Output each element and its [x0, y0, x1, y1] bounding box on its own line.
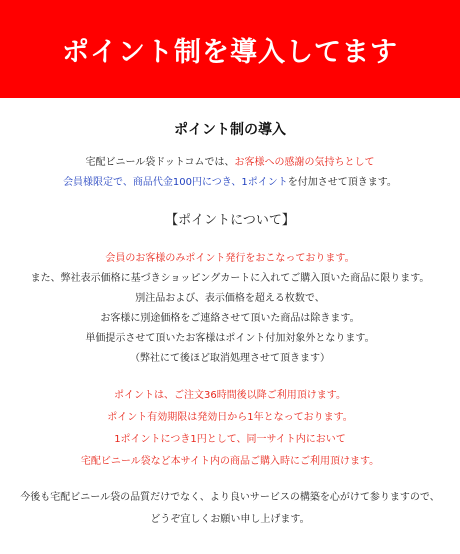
- about-line: お客様に別途価格をご連絡させて頂いた商品は除きます。: [100, 313, 360, 324]
- intro-line-1-prefix: 宅配ビニール袋ドットコムでは、: [85, 157, 235, 168]
- intro-line-2-suffix: を付加させて頂きます。: [287, 177, 397, 188]
- intro-line-1-highlight: お客様への感謝の気持ちとして: [234, 157, 375, 168]
- intro-line-2: [0, 173, 460, 193]
- about-line: 会員のお客様のみポイント発行をおこなっております。: [105, 253, 355, 264]
- about-line: また、弊社表示価格に基づきショッピングカートに入れてご購入頂いた商品に限ります。: [30, 273, 430, 284]
- closing-line: どうぞ宜しくお願い申し上げます。: [150, 514, 310, 525]
- points-about-block: [0, 249, 460, 369]
- about-line: 単価提示させて頂いたお客様はポイント付加対象外となります。: [85, 333, 375, 344]
- points-terms-block: [0, 385, 460, 473]
- closing-line: 今後も宅配ビニール袋の品質だけでなく、より良いサービスの構築を心がけて参りますので、: [20, 492, 440, 503]
- terms-line: 宅配ビニール袋など本サイト内の商品ご購入時にご利用頂けます。: [80, 456, 380, 467]
- section-title: ポイント制の導入: [174, 122, 286, 138]
- main-content: [0, 120, 460, 531]
- header-banner: [0, 0, 460, 98]
- about-line: 別注品および、表示価格を超える枚数で、: [135, 293, 325, 304]
- banner-title: ポイント制を導入してます: [62, 36, 398, 68]
- points-about-heading: 【ポイントについて】: [165, 213, 295, 228]
- intro-line-2-highlight: 会員様限定で、商品代金100円につき、1ポイント: [63, 177, 288, 188]
- about-line: （弊社にて後ほど取消処理させて頂きます）: [130, 353, 330, 364]
- intro-line-1: [0, 153, 460, 173]
- closing-block: [0, 487, 460, 531]
- terms-line: 1ポイントにつき1円として、同一サイト内において: [114, 434, 346, 445]
- terms-line: ポイント有効期限は発効日から1年となっております。: [107, 412, 353, 423]
- intro-text: [0, 153, 460, 193]
- terms-line: ポイントは、ご注文36時間後以降ご利用頂けます。: [114, 390, 346, 401]
